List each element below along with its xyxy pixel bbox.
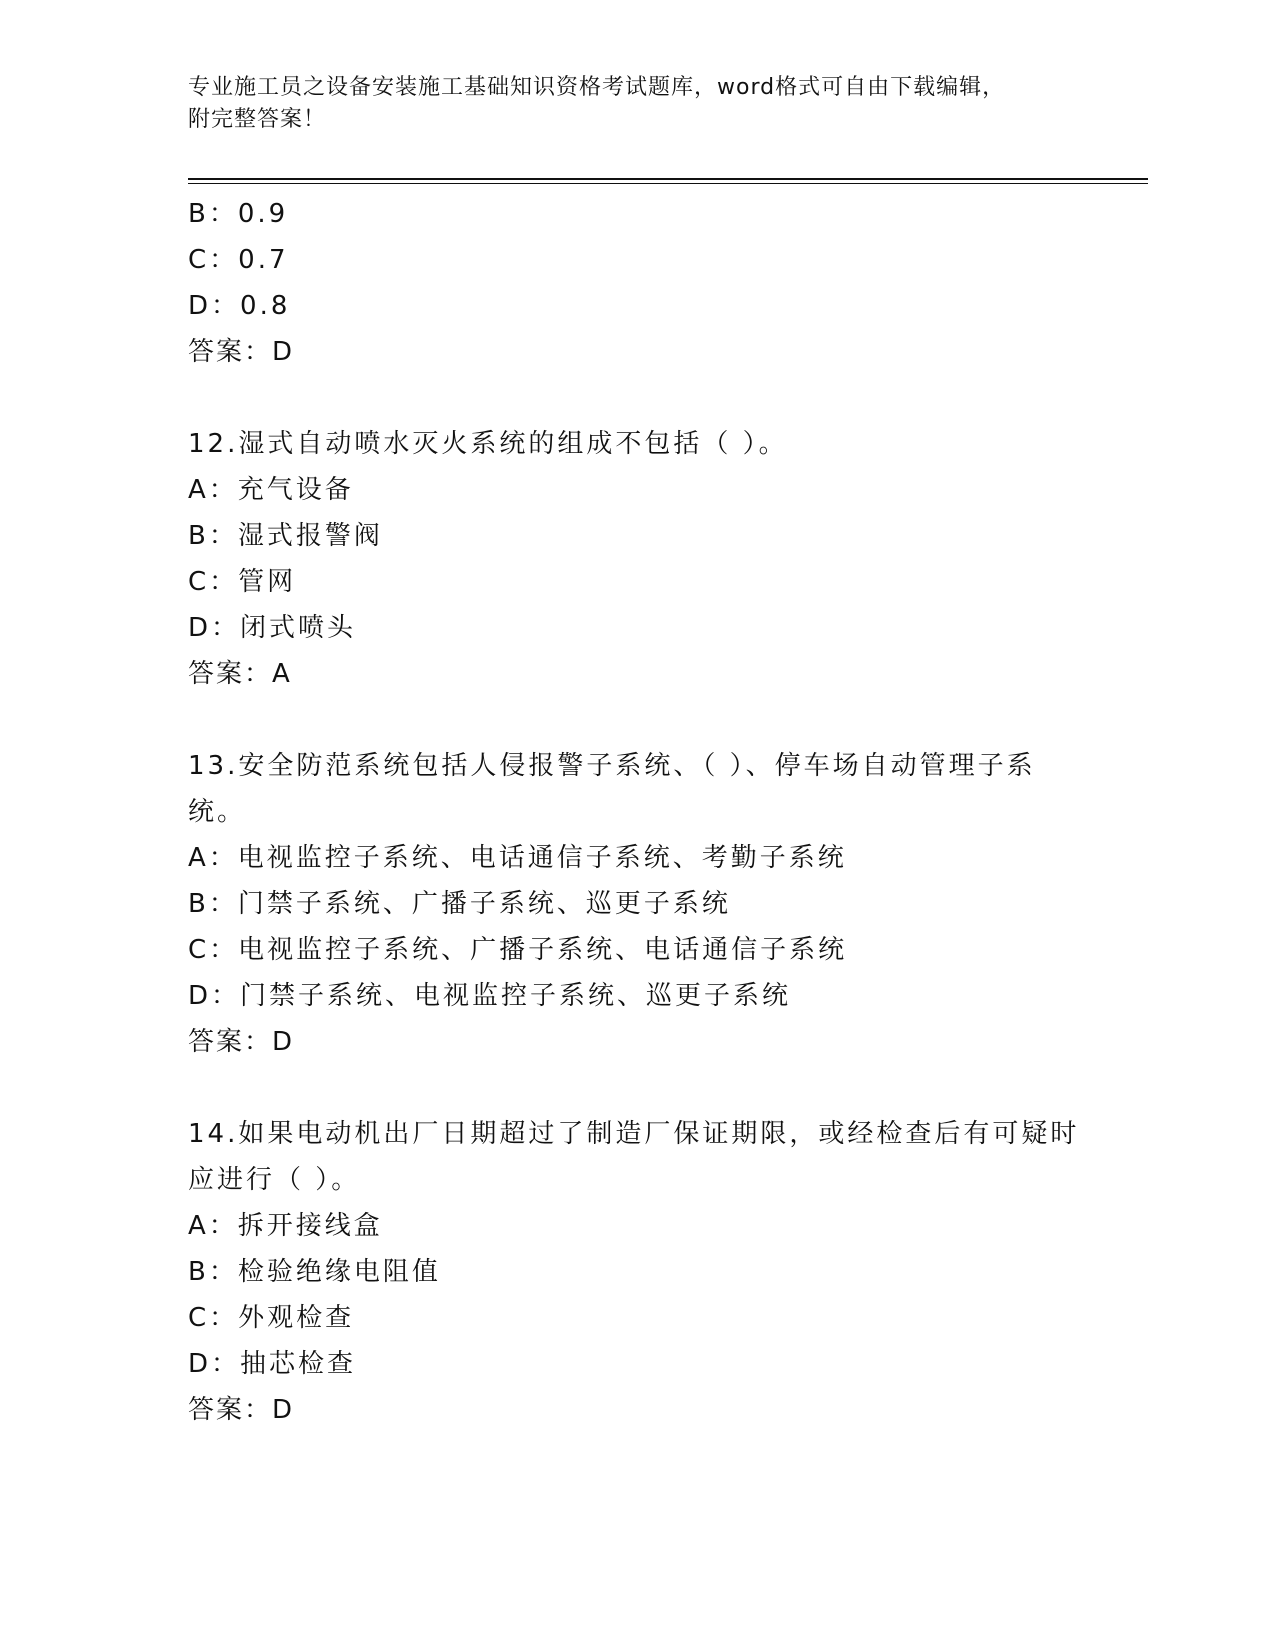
question-list [188, 191, 1088, 1479]
option-c: C：外观检查 [188, 1303, 355, 1333]
question-stem-line-2: 应进行（ ）。 [188, 1165, 361, 1195]
option-b: B：检验绝缘电阻值 [188, 1257, 441, 1287]
answer-label: 答案：D [188, 1395, 295, 1425]
option-a: A：电视监控子系统、电话通信子系统、考勤子系统 [188, 843, 847, 873]
option-c: C：0.7 [188, 245, 289, 275]
option-a: A：拆开接线盒 [188, 1211, 383, 1241]
option-b: B：0.9 [188, 199, 289, 229]
header-line-2: 附完整答案！ [188, 107, 327, 132]
question-stem-line-2: 统。 [188, 797, 247, 827]
question-14 [188, 1111, 1088, 1433]
question-stem-line-1: 13.安全防范系统包括人侵报警子系统、（ ）、停车场自动管理子系 [188, 751, 1036, 781]
option-c: C：管网 [188, 567, 297, 597]
question-11-continuation [188, 191, 1088, 375]
question-13 [188, 743, 1088, 1065]
answer-label: 答案：A [188, 659, 292, 689]
option-a: A：充气设备 [188, 475, 354, 505]
option-d: D：闭式喷头 [188, 613, 357, 643]
answer-label: 答案：D [188, 337, 295, 367]
option-b: B：湿式报警阀 [188, 521, 383, 551]
header-divider-thin [188, 183, 1148, 184]
document-header [188, 72, 1088, 136]
option-d: D：抽芯检查 [188, 1349, 357, 1379]
option-d: D：0.8 [188, 291, 291, 321]
question-stem-line-1: 14.如果电动机出厂日期超过了制造厂保证期限，或经检查后有可疑时 [188, 1119, 1080, 1149]
header-line-1: 专业施工员之设备安装施工基础知识资格考试题库，word格式可自由下载编辑， [188, 75, 1006, 100]
option-d: D：门禁子系统、电视监控子系统、巡更子系统 [188, 981, 792, 1011]
answer-label: 答案：D [188, 1027, 295, 1057]
option-b: B：门禁子系统、广播子系统、巡更子系统 [188, 889, 731, 919]
header-divider-thick [188, 178, 1148, 180]
option-c: C：电视监控子系统、广播子系统、电话通信子系统 [188, 935, 848, 965]
question-stem: 12.湿式自动喷水灭火系统的组成不包括（ ）。 [188, 429, 788, 459]
question-12 [188, 421, 1088, 697]
